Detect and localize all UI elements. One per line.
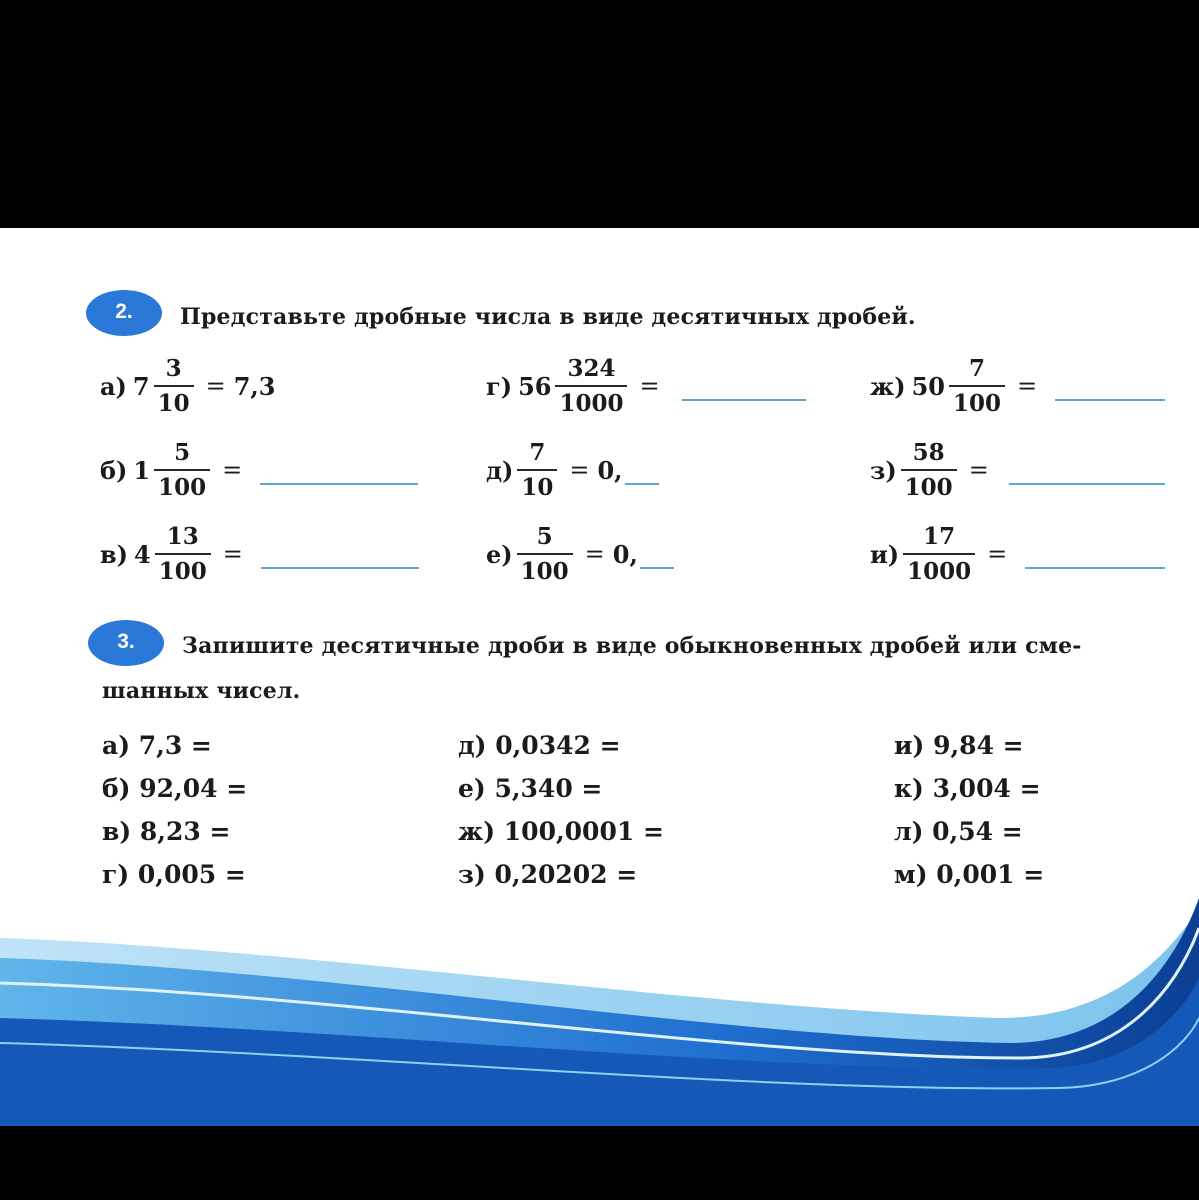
exercise-3-item: з) 0,20202 =: [458, 860, 638, 889]
fraction: $\frac{17}{1000}$: [903, 525, 975, 583]
exercise-3-item: б) 92,04 =: [102, 774, 248, 803]
item-label: б): [100, 455, 128, 485]
whole-part: 4: [134, 539, 151, 569]
exercise-2-item-v: в) 4 $\frac{13}{100}$ =: [100, 509, 419, 599]
exercise-2-title: Представьте дробные числа в виде десятичных дробей.: [180, 304, 916, 330]
exercise-3-title-line2: шанных чисел.: [102, 678, 301, 704]
exercise-3-item: м) 0,001 =: [894, 860, 1045, 889]
item-label: з): [870, 455, 897, 485]
fraction: $\frac{7}{100}$: [949, 357, 1005, 415]
answer-blank[interactable]: [261, 539, 419, 569]
decorative-wave: [0, 868, 1199, 1126]
exercise-3-title-line1: Запишите десятичные дроби в виде обыкновенных дробей или сме-: [182, 633, 1082, 659]
exercise-2-item-d: д) $\frac{7}{10}$ = 0,: [486, 425, 659, 515]
exercise-2-item-z: з) $\frac{58}{100}$ =: [870, 425, 1165, 515]
answer-blank[interactable]: [260, 455, 418, 485]
answer-prefix: 0,: [597, 455, 623, 485]
fraction: $\frac{5}{100}$: [154, 441, 210, 499]
exercise-2-badge: 2.: [86, 290, 162, 336]
fraction: $\frac{324}{1000}$: [555, 357, 627, 415]
exercise-3-item: г) 0,005 =: [102, 860, 246, 889]
exercise-3-item: а) 7,3 =: [102, 731, 212, 760]
answer-blank[interactable]: [625, 455, 659, 485]
exercise-2-item-b: б) 1 $\frac{5}{100}$ =: [100, 425, 418, 515]
whole-part: 1: [133, 455, 151, 485]
exercise-3-item: в) 8,23 =: [102, 817, 231, 846]
item-label: а): [100, 371, 127, 401]
answer-blank[interactable]: [682, 371, 806, 401]
exercise-3-item: и) 9,84 =: [894, 731, 1024, 760]
item-label: д): [486, 455, 514, 485]
exercise-2-item-e: е) $\frac{5}{100}$ = 0,: [486, 509, 674, 599]
fraction: $\frac{58}{100}$: [901, 441, 957, 499]
exercise-2-item-i: и) $\frac{17}{1000}$ =: [870, 509, 1165, 599]
exercise-3-item: к) 3,004 =: [894, 774, 1041, 803]
item-label: и): [870, 539, 900, 569]
whole-part: 50: [911, 371, 945, 401]
exercise-3-item: д) 0,0342 =: [458, 731, 621, 760]
fraction: $\frac{13}{100}$: [155, 525, 211, 583]
worksheet-slide: [0, 228, 1199, 1126]
answer-blank[interactable]: [640, 539, 674, 569]
exercise-2-item-g: г) 56 $\frac{324}{1000}$ =: [486, 341, 806, 431]
exercise-3-item: л) 0,54 =: [894, 817, 1023, 846]
item-label: г): [486, 371, 513, 401]
exercise-3-item: ж) 100,0001 =: [458, 817, 664, 846]
exercise-3-item: е) 5,340 =: [458, 774, 603, 803]
whole-part: 56: [518, 371, 552, 401]
answer-prefix: 0,: [612, 539, 638, 569]
fraction: $\frac{7}{10}$: [517, 441, 557, 499]
exercise-2-item-a: а) 7 $\frac{3}{10}$ = 7,3: [100, 355, 276, 417]
item-label: е): [486, 539, 513, 569]
answer-blank[interactable]: [1025, 539, 1165, 569]
exercise-2-item-zh: ж) 50 $\frac{7}{100}$ =: [870, 341, 1165, 431]
answer-blank[interactable]: [1009, 455, 1165, 485]
whole-part: 7: [132, 371, 150, 401]
item-label: в): [100, 539, 129, 569]
answer-value: 7,3: [233, 371, 276, 401]
fraction: $\frac{5}{100}$: [517, 525, 573, 583]
item-label: ж): [870, 371, 906, 401]
answer-blank[interactable]: [1055, 371, 1165, 401]
exercise-3-badge: 3.: [88, 620, 164, 666]
fraction: $\frac{3}{10}$: [154, 357, 194, 415]
